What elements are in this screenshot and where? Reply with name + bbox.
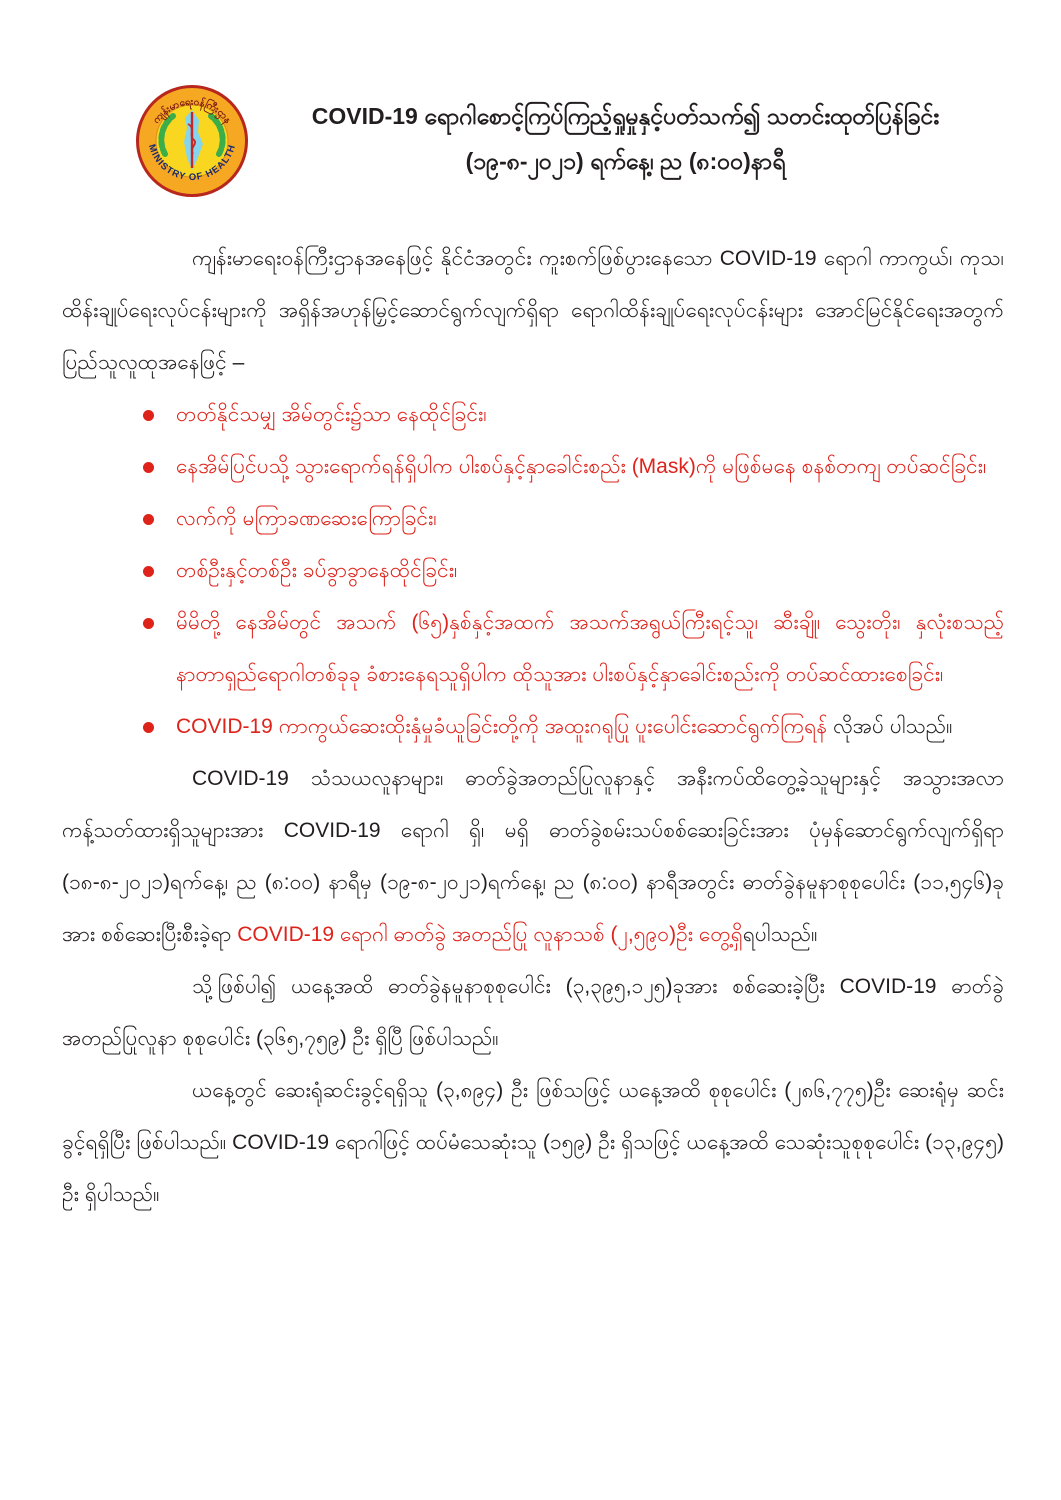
bullet-text: တစ်ဦးနှင့်တစ်ဦး ခပ်ခွာခွာနေထိုင်ခြင်း၊ xyxy=(176,559,458,582)
document-body xyxy=(62,233,1004,1221)
new-cases-highlight: COVID-19 ရောဂါ ဓာတ်ခွဲ အတည်ပြု လူနာသစ် (၂,၅၉၀)ဦး တွေ့ရှိ xyxy=(237,923,743,946)
logo-arc-bottom-text: MINISTRY OF HEALTH xyxy=(145,142,239,184)
bullet-dot-icon xyxy=(143,618,154,629)
testing-results-paragraph xyxy=(62,753,1004,961)
document-title xyxy=(232,0,1019,184)
logo-arc-top-text: ကျန်းမာရေးဝန်ကြီးဌာန xyxy=(150,96,234,126)
testing-text-black-1: COVID-19 သံသယလူနာများ၊ ဓာတ်ခွဲအတည်ပြုလူနာနှင့် အနီးကပ်ထိတွေ့ခဲ့သူများနှင့် အသွားအလာကန့်သတ်ထားရှိသူများအား COVID-19 ရောဂါ ရှိ၊ မရှိ ဓာတ်ခွဲစမ်းသပ်စစ်ဆေးခြင်းအား ပုံမှန်ဆောင်ရွက်လျက်ရှိရာ (၁၈-၈-၂၀၂၁)ရက်နေ့၊ ည (၈:၀၀) နာရီမှ (၁၉-၈-၂၀၂၁)ရက်နေ့၊ ည (၈:၀၀) နာရီအတွင်း ဓာတ်ခွဲနမူနာစုစုပေါင်း (၁၁,၅၄၆)ခုအား စစ်ဆေးပြီးစီးခဲ့ရာ xyxy=(62,767,1004,946)
ministry-of-health-logo xyxy=(135,84,249,198)
bullet-text: မိမိတို့ နေအိမ်တွင် အသက် (၆၅)နှစ်နှင့်အထက် အသက်အရွယ်ကြီးရင့်သူ၊ ဆီးချို၊ သွေးတိုး၊ နှလုံးစသည့် နာတာရှည်ရောဂါတစ်ခုခု ခံစားနေရသူရှိပါက ထိုသူအား ပါးစပ်နှင့်နှာခေါင်းစည်းကို တပ်ဆင်ထားစေခြင်း၊ xyxy=(176,611,1004,686)
title-line-2: (၁၉-၈-၂၀၂၁) ရက်နေ့၊ ည (၈:၀၀)နာရီ xyxy=(465,148,786,174)
bullet-dot-icon xyxy=(143,462,154,473)
intro-paragraph: ကျန်းမာရေးဝန်ကြီးဌာနအနေဖြင့် နိုင်ငံအတွင်း ကူးစက်ဖြစ်ပွားနေသော COVID-19 ရောဂါ ကာကွယ်၊ ကုသ၊ ထိန်းချုပ်ရေးလုပ်ငန်းများကို အရှိန်အဟုန်မြှင့်ဆောင်ရွက်လျက်ရှိရာ ရောဂါထိန်းချုပ်ရေးလုပ်ငန်းများ အောင်မြင်နိုင်ရေးအတွက် ပြည်သူလူထုအနေဖြင့် – xyxy=(62,247,1004,374)
cumulative-totals-paragraph: သို့ဖြစ်ပါ၍ ယနေ့အထိ ဓာတ်ခွဲနမူနာစုစုပေါင်း (၃,၃၉၅,၁၂၅)ခုအား စစ်ဆေးခဲ့ပြီး COVID-19 ဓာတ်ခွဲ အတည်ပြုလူနာ စုစုပေါင်း (၃၆၅,၇၅၉) ဦး ရှိပြီ ဖြစ်ပါသည်။ xyxy=(62,975,1004,1050)
bullet-text-red: COVID-19 ကာကွယ်ဆေးထိုးနှံမှုခံယူခြင်းတို့ကို အထူးဂရုပြု ပူးပေါင်းဆောင်ရွက်ကြရန် xyxy=(176,715,834,738)
bullet-stay-home xyxy=(62,389,1004,441)
moh-seal-icon xyxy=(135,84,249,198)
title-line-1: COVID-19 ရောဂါစောင့်ကြပ်ကြည့်ရှုမှုနှင့်ပတ်သက်၍ သတင်းထုတ်ပြန်ခြင်း xyxy=(311,103,940,129)
bullet-text-black: လိုအပ် ပါသည်။ xyxy=(833,715,953,738)
bullet-dot-icon xyxy=(143,566,154,577)
bullet-wear-mask xyxy=(62,441,1004,493)
guidance-bullet-list xyxy=(62,389,1004,753)
bullet-social-distance xyxy=(62,545,1004,597)
bullet-dot-icon xyxy=(143,514,154,525)
document-header xyxy=(0,0,1061,205)
bullet-text: လက်ကို မကြာခဏဆေးကြောခြင်း၊ xyxy=(176,507,437,530)
bullet-text: နေအိမ်ပြင်ပသို့ သွားရောက်ရန်ရှိပါက ပါးစပ်နှင့်နှာခေါင်းစည်း (Mask)ကို မဖြစ်မနေ စနစ်တကျ တပ်ဆင်ခြင်း၊ xyxy=(176,455,987,478)
bullet-protect-elderly xyxy=(62,597,1004,701)
bullet-dot-icon xyxy=(143,410,154,421)
discharge-death-paragraph: ယနေ့တွင် ဆေးရုံဆင်းခွင့်ရရှိသူ (၃,၈၉၄) ဦး ဖြစ်သဖြင့် ယနေ့အထိ စုစုပေါင်း (၂၈၆,၇၇၅)ဦး ဆေးရုံမှ ဆင်းခွင့်ရရှိပြီး ဖြစ်ပါသည်။ COVID-19 ရောဂါဖြင့် ထပ်မံသေဆုံးသူ (၁၅၉) ဦး ရှိသဖြင့် ယနေ့အထိ သေဆုံးသူစုစုပေါင်း (၁၃,၉၄၅) ဦး ရှိပါသည်။ xyxy=(62,1079,1004,1206)
bullet-wash-hands xyxy=(62,493,1004,545)
bullet-dot-icon xyxy=(143,722,154,733)
bullet-get-vaccinated xyxy=(62,701,1004,753)
testing-text-black-2: ရပါသည်။ xyxy=(742,923,818,946)
bullet-text: တတ်နိုင်သမျှ အိမ်တွင်း၌သာ နေထိုင်ခြင်း၊ xyxy=(176,403,487,426)
